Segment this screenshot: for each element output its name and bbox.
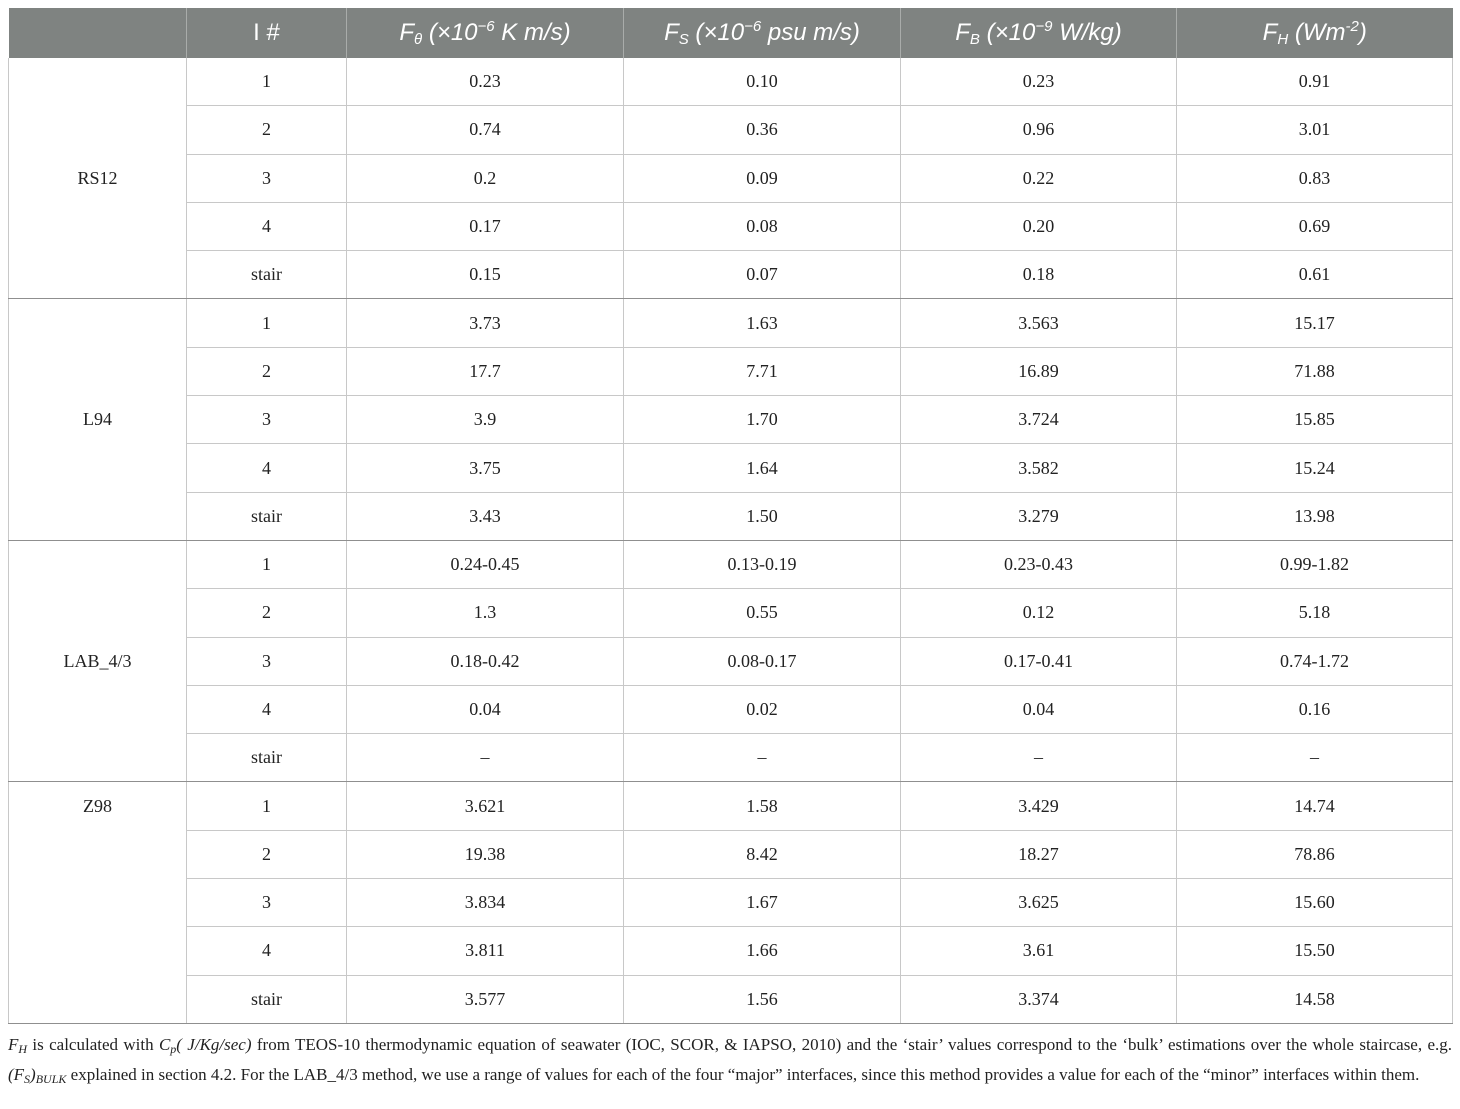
value-cell: – [347, 734, 624, 782]
table-row [9, 251, 1453, 299]
interface-cell: 4 [187, 444, 347, 492]
value-cell: 3.43 [347, 492, 624, 540]
value-cell: 0.04 [901, 685, 1177, 733]
table-row [9, 347, 1453, 395]
table-row [9, 492, 1453, 540]
value-cell: 1.56 [624, 975, 901, 1023]
header-method [9, 8, 187, 58]
interface-cell: 3 [187, 154, 347, 202]
header-interface: I # [187, 8, 347, 58]
table-row [9, 58, 1453, 106]
value-cell: 3.621 [347, 782, 624, 830]
value-cell: 78.86 [1177, 830, 1453, 878]
interface-cell: 4 [187, 927, 347, 975]
value-cell: 1.50 [624, 492, 901, 540]
value-cell: 3.01 [1177, 106, 1453, 154]
table-footnote: FH is calculated with Cp( J/Kg/sec) from TEOS-10 thermodynamic equation of seawater (IOC, SCOR, & IAPSO, 2010) and the ‘stair’ values correspond to the ‘bulk’ estimations over the whole staircase, e.g. (FS)BULK explained in section 4.2. For the LAB_4/3 method, we use a range of values for each of the four “major” interfaces, since this method provides a value for each of the “minor” interfaces within them. [8, 1035, 1453, 1086]
value-cell: 15.24 [1177, 444, 1453, 492]
value-cell: 3.61 [901, 927, 1177, 975]
value-cell: 0.10 [624, 58, 901, 106]
value-cell: 0.12 [901, 589, 1177, 637]
interface-cell: stair [187, 251, 347, 299]
value-cell: 3.73 [347, 299, 624, 347]
value-cell: 3.374 [901, 975, 1177, 1023]
interface-cell: 2 [187, 106, 347, 154]
value-cell: 0.08-0.17 [624, 637, 901, 685]
interface-cell: stair [187, 734, 347, 782]
value-cell: 3.9 [347, 396, 624, 444]
interface-cell: 1 [187, 782, 347, 830]
table-row [9, 927, 1453, 975]
value-cell: 0.18 [901, 251, 1177, 299]
value-cell: 1.66 [624, 927, 901, 975]
value-cell: 3.75 [347, 444, 624, 492]
value-cell: 0.74 [347, 106, 624, 154]
value-cell: 3.811 [347, 927, 624, 975]
method-cell: L94 [9, 299, 187, 540]
value-cell: 0.83 [1177, 154, 1453, 202]
interface-cell: 2 [187, 589, 347, 637]
value-cell: 13.98 [1177, 492, 1453, 540]
table-row [9, 540, 1453, 588]
value-cell: 14.58 [1177, 975, 1453, 1023]
method-cell: RS12 [9, 58, 187, 299]
value-cell: 0.55 [624, 589, 901, 637]
header-f-theta: $F_\theta$ ($\times 10^{-6}$ K m/s) [347, 8, 624, 58]
value-cell: 0.2 [347, 154, 624, 202]
interface-cell: 2 [187, 830, 347, 878]
value-cell: 0.04 [347, 685, 624, 733]
value-cell: 3.582 [901, 444, 1177, 492]
value-cell: 0.09 [624, 154, 901, 202]
value-cell: 3.577 [347, 975, 624, 1023]
value-cell: 3.563 [901, 299, 1177, 347]
value-cell: 1.64 [624, 444, 901, 492]
table-row [9, 879, 1453, 927]
interface-cell: 1 [187, 540, 347, 588]
table-row [9, 106, 1453, 154]
header-f-s: $F_S$ ($\times 10^{-6}$ psu m/s) [624, 8, 901, 58]
value-cell: 5.18 [1177, 589, 1453, 637]
interface-cell: 4 [187, 685, 347, 733]
value-cell: 1.3 [347, 589, 624, 637]
value-cell: 0.17 [347, 202, 624, 250]
value-cell: 0.18-0.42 [347, 637, 624, 685]
interface-cell: 4 [187, 202, 347, 250]
value-cell: 14.74 [1177, 782, 1453, 830]
value-cell: – [1177, 734, 1453, 782]
value-cell: 0.07 [624, 251, 901, 299]
table-row [9, 396, 1453, 444]
header-f-b: $F_B$ ($\times 10^{-9}$ W/kg) [901, 8, 1177, 58]
value-cell: 0.15 [347, 251, 624, 299]
table-row [9, 685, 1453, 733]
table-row [9, 299, 1453, 347]
value-cell: 7.71 [624, 347, 901, 395]
value-cell: 0.36 [624, 106, 901, 154]
value-cell: 71.88 [1177, 347, 1453, 395]
value-cell: 3.625 [901, 879, 1177, 927]
method-cell: LAB_4/3 [9, 540, 187, 781]
interface-cell: 1 [187, 299, 347, 347]
value-cell: – [901, 734, 1177, 782]
table-row [9, 734, 1453, 782]
value-cell: 0.23 [901, 58, 1177, 106]
table-row [9, 637, 1453, 685]
value-cell: 8.42 [624, 830, 901, 878]
method-cell: Z98 [9, 782, 187, 1023]
value-cell: 0.13-0.19 [624, 540, 901, 588]
value-cell: 15.60 [1177, 879, 1453, 927]
value-cell: 0.23-0.43 [901, 540, 1177, 588]
value-cell: 3.279 [901, 492, 1177, 540]
value-cell: – [624, 734, 901, 782]
table-row [9, 589, 1453, 637]
value-cell: 0.69 [1177, 202, 1453, 250]
value-cell: 17.7 [347, 347, 624, 395]
table-row [9, 444, 1453, 492]
table-row [9, 782, 1453, 830]
value-cell: 15.85 [1177, 396, 1453, 444]
value-cell: 3.834 [347, 879, 624, 927]
interface-cell: stair [187, 492, 347, 540]
table-body [9, 58, 1453, 1023]
value-cell: 1.70 [624, 396, 901, 444]
interface-cell: 3 [187, 637, 347, 685]
value-cell: 18.27 [901, 830, 1177, 878]
value-cell: 19.38 [347, 830, 624, 878]
flux-table [8, 8, 1453, 1024]
value-cell: 0.23 [347, 58, 624, 106]
value-cell: 0.08 [624, 202, 901, 250]
value-cell: 0.74-1.72 [1177, 637, 1453, 685]
table-container [8, 8, 1452, 1024]
value-cell: 1.63 [624, 299, 901, 347]
table-row [9, 975, 1453, 1023]
value-cell: 0.96 [901, 106, 1177, 154]
interface-cell: stair [187, 975, 347, 1023]
interface-cell: 3 [187, 879, 347, 927]
table-row [9, 202, 1453, 250]
value-cell: 3.724 [901, 396, 1177, 444]
value-cell: 15.50 [1177, 927, 1453, 975]
interface-cell: 1 [187, 58, 347, 106]
value-cell: 16.89 [901, 347, 1177, 395]
value-cell: 0.02 [624, 685, 901, 733]
table-row [9, 830, 1453, 878]
value-cell: 1.67 [624, 879, 901, 927]
value-cell: 0.99-1.82 [1177, 540, 1453, 588]
table-row [9, 154, 1453, 202]
value-cell: 1.58 [624, 782, 901, 830]
value-cell: 0.20 [901, 202, 1177, 250]
interface-cell: 2 [187, 347, 347, 395]
header-row [9, 8, 1453, 58]
header-f-h: $F_H$ $(Wm^{-2})$ [1177, 8, 1453, 58]
value-cell: 0.16 [1177, 685, 1453, 733]
value-cell: 0.61 [1177, 251, 1453, 299]
value-cell: 0.17-0.41 [901, 637, 1177, 685]
value-cell: 15.17 [1177, 299, 1453, 347]
value-cell: 3.429 [901, 782, 1177, 830]
value-cell: 0.22 [901, 154, 1177, 202]
interface-cell: 3 [187, 396, 347, 444]
value-cell: 0.24-0.45 [347, 540, 624, 588]
value-cell: 0.91 [1177, 58, 1453, 106]
